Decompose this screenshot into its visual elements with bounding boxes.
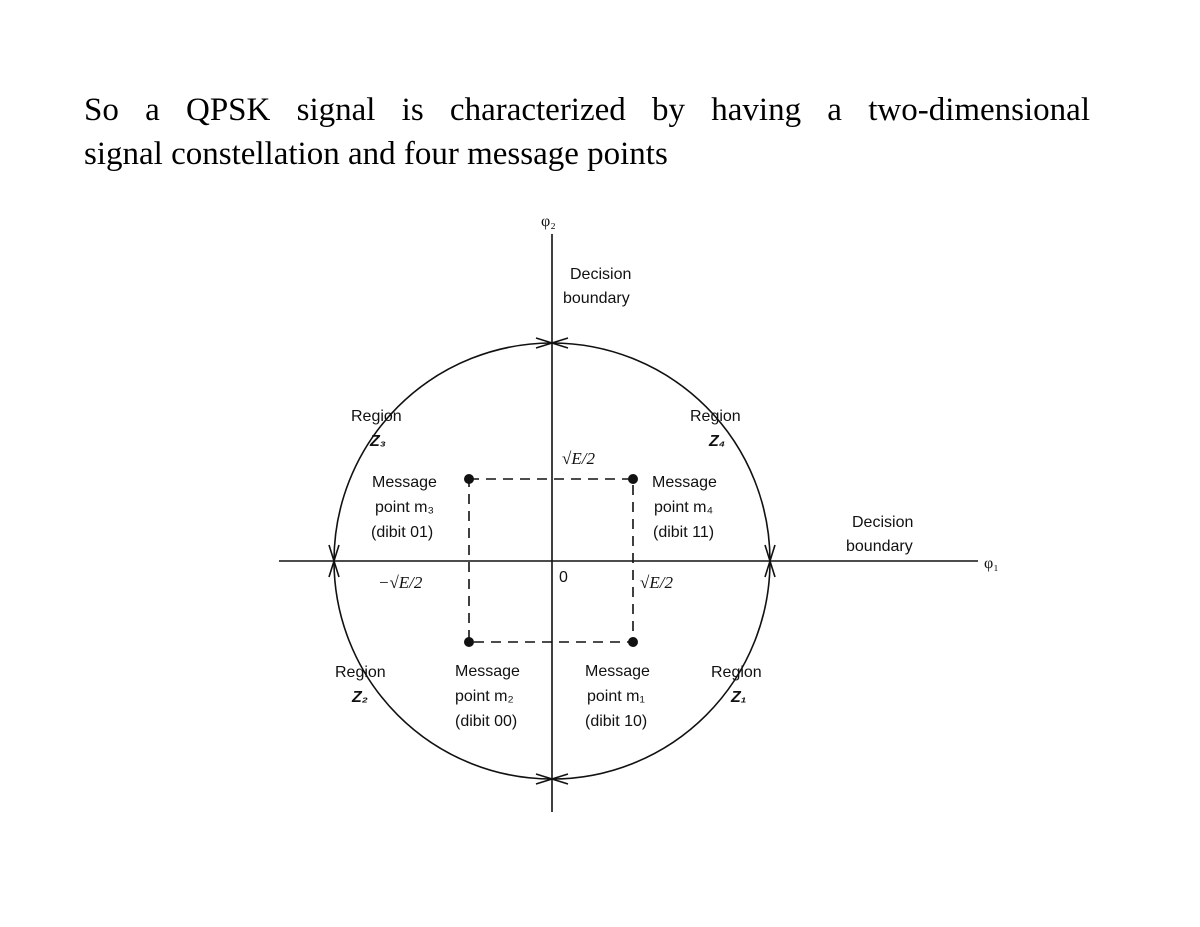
horizontal-boundary-label-1: Decision <box>852 514 914 531</box>
region-z2-label: Region <box>335 664 386 681</box>
message-point-m3-line3: (dibit 01) <box>371 524 434 541</box>
message-point-m4-line1: Message <box>652 474 717 491</box>
region-z2-symbol: Z₂ <box>352 689 368 706</box>
message-point-m1-line2: point m₁ <box>587 688 645 705</box>
origin-label: 0 <box>559 569 568 586</box>
amplitude-left-label: −√E/2 <box>378 573 423 592</box>
region-z1-label: Region <box>711 664 762 681</box>
message-point-m1-line3: (dibit 10) <box>585 713 648 730</box>
phi2-label: φ₂ <box>541 213 556 230</box>
message-point-m2-line2: point m₂ <box>455 688 514 705</box>
region-z3-label: Region <box>351 408 402 425</box>
heading-line-2: signal constellation and four message points <box>84 136 668 172</box>
amplitude-top-label: √E/2 <box>562 449 595 468</box>
amplitude-right-label: √E/2 <box>640 573 673 592</box>
region-z4-label: Region <box>690 408 741 425</box>
region-z3-symbol: Z₃ <box>370 433 386 450</box>
horizontal-boundary-label-2: boundary <box>846 538 913 555</box>
message-point-m1-line1: Message <box>585 663 650 680</box>
message-point-m2-line1: Message <box>455 663 520 680</box>
message-point-m1-dot <box>628 637 638 647</box>
message-point-m3-dot <box>464 474 474 484</box>
message-point-m4-line2: point m₄ <box>654 499 713 516</box>
message-point-m4-dot <box>628 474 638 484</box>
vertical-boundary-label-2: boundary <box>563 290 630 307</box>
vertical-boundary-label-1: Decision <box>570 266 632 283</box>
message-point-m2-dot <box>464 637 474 647</box>
phi1-label: φ₁ <box>984 555 999 572</box>
message-point-m2-line3: (dibit 00) <box>455 713 518 730</box>
heading-line-1: So a QPSK signal is characterized by having a two-dimensional <box>84 92 1090 128</box>
message-point-m3-line2: point m₃ <box>375 499 434 516</box>
region-z1-symbol: Z₁ <box>731 689 747 706</box>
message-point-m3-line1: Message <box>372 474 437 491</box>
region-z4-symbol: Z₄ <box>709 433 726 450</box>
message-point-m4-line3: (dibit 11) <box>653 524 715 541</box>
